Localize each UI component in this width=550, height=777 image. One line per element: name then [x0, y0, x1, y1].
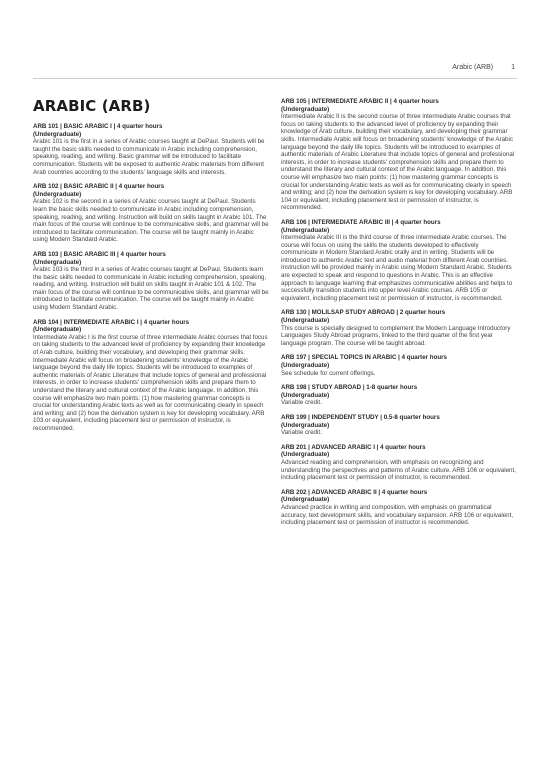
course-entry [281, 98, 517, 212]
page-number: 1 [511, 64, 515, 71]
course-level: (Undergraduate) [281, 451, 330, 459]
course-entry [281, 444, 517, 482]
right-column [281, 98, 517, 534]
course-description: Intermediate Arabic I is the first course of three intermediate Arabic courses that focus on taking students to the advanced level of proficiency by expanding their knowledge of Arab culture, building their vocabulary, and developing their grammar skills. Intermediate Arabic will focus on broadening students' knowledge of the Arabic language beyond the daily life topics. Students will be introduced to examples of authentic materials of Arabic Literature that include topics of general and professional interests, in order to increase students' comprehension skills and prepare them to understand the literary and cultural context of the Arabic language. In addition, this course will emphasize two main points: (1) how mastering grammar concepts is crucial for understanding Arabic texts as well as for communicating clearly in speech and writing; and (2) how the derivation system is key for developing vocabulary. ARB 103 or equivalent, including placement test or permission of instructor, is recommended. [33, 333, 268, 432]
course-entry [33, 319, 269, 433]
course-entry [281, 489, 517, 527]
course-heading: ARB 103 | BASIC ARABIC III | 4 quarter hours [33, 250, 166, 258]
course-level: (Undergraduate) [281, 421, 330, 429]
course-entry [33, 183, 269, 244]
course-level: (Undergraduate) [33, 130, 82, 138]
course-entry [281, 309, 517, 347]
course-entry [33, 251, 269, 312]
course-description: Arabic 101 is the first in a series of Arabic courses taught at DePaul. Students will be taught the basic skills needed to communicate in Arabic including comprehension, speaking, reading, and writing. Basic grammar will be introduced to facilitate communication. Students will be exposed to authentic Arabic materials from different Arab countries according to the students' language skills and interests. [33, 138, 265, 176]
course-heading: ARB 202 | ADVANCED ARABIC II | 4 quarter hours [281, 488, 428, 496]
course-level: (Undergraduate) [281, 391, 330, 399]
course-level: (Undergraduate) [33, 326, 82, 334]
course-heading: ARB 106 | INTERMEDIATE ARABIC III | 4 quarter hours [281, 218, 441, 226]
header-rule [33, 78, 517, 79]
course-description: Arabic 102 is the second in a series of Arabic courses taught at DePaul. Students learn the basic skills needed to communicate in Arabic including comprehension, speaking, reading, and writing. Instruction will build on skills taught in Arabic 101. The main focus of the course will continue to be communicative skills, and grammar will be introduced to facilitate communication. The course will be taught mainly in Arabic using Modern Standard Arabic. [33, 198, 269, 244]
course-level: (Undergraduate) [281, 317, 330, 325]
course-entry [281, 384, 517, 407]
running-header [452, 64, 515, 71]
course-heading: ARB 104 | INTERMEDIATE ARABIC I | 4 quarter hours [33, 318, 190, 326]
left-column [33, 98, 269, 440]
course-heading: ARB 199 | INDEPENDENT STUDY | 0.5-8 quarter hours [281, 413, 440, 421]
course-entry [281, 414, 517, 437]
course-level: (Undergraduate) [33, 190, 82, 198]
course-heading: ARB 197 | SPECIAL TOPICS IN ARABIC | 4 quarter hours [281, 354, 447, 362]
course-description: This course is specially designed to complement the Modern Language Introductory Languages Study Abroad programs, linked to the third quarter of the first year language program. The course will be taught abroad. [281, 324, 511, 347]
course-level: (Undergraduate) [281, 362, 330, 369]
course-heading: ARB 105 | INTERMEDIATE ARABIC II | 4 quarter hours [281, 98, 439, 105]
course-description: Advanced practice in writing and composition, with emphasis on grammatical accuracy, text development skills, and vocabulary expansion. ARB 106 or equivalent, including placement test or permission of instructor is recommended. [281, 503, 514, 527]
course-level: (Undergraduate) [281, 496, 330, 504]
course-description: Arabic 103 is the third in a series of Arabic courses taught at DePaul. Students learn the basic skills needed to communicate in Arabic including comprehension, speaking, reading, and writing. Instruction will build on skills taught in Arabic 101 & 102. The main focus of the course will continue to be communicative skills, and grammar will be introduced to facilitate communication. The course will be taught mainly in Arabic using Modern Standard Arabic. [33, 266, 269, 312]
course-description: Variable credit. [281, 429, 322, 437]
course-level: (Undergraduate) [281, 226, 330, 234]
course-heading: ARB 101 | BASIC ARABIC I | 4 quarter hours [33, 123, 163, 130]
course-entry [33, 123, 269, 176]
course-description: Intermediate Arabic II is the second course of three intermediate Arabic courses that focus on taking students to the advanced level of proficiency by expanding their knowledge of Arab culture, building their vocabulary, and developing their grammar skills. Intermediate Arabic will focus on broadening students' knowledge of the Arabic language beyond the daily life topics. Students will be introduced to examples of authentic materials of Arabic Literature that include topics of general and professional interests, in order to increase students' comprehension skills and prepare them to understand the literary and cultural context of the Arabic language. In addition, this course will emphasize two main points: (1) how mastering grammar concepts is crucial for understanding Arabic texts as well as for communicating clearly in speech and writing; and (2) how the derivation system is key for developing vocabulary. ARB 104 or equivalent, including placement test or permission of instructor, is recommended. [281, 113, 515, 212]
course-heading: ARB 198 | STUDY ABROAD | 1-8 quarter hours [281, 384, 418, 392]
course-heading: ARB 102 | BASIC ARABIC II | 4 quarter hours [33, 183, 165, 191]
running-title: Arabic (ARB) [452, 64, 494, 71]
course-heading: ARB 201 | ADVANCED ARABIC I | 4 quarter hours [281, 443, 426, 451]
course-description: See schedule for current offerings. [281, 369, 376, 377]
course-level: (Undergraduate) [281, 105, 330, 113]
page-title: ARABIC (ARB) [33, 97, 151, 115]
course-description: Advanced reading and comprehension, with emphasis on recognizing and understanding the perspectives and patterns of Arabic culture. ARB 106 or equivalent, including placement test or permission of instructor, is recommended. [281, 458, 516, 482]
course-level: (Undergraduate) [33, 258, 82, 266]
course-entry [281, 354, 517, 377]
course-heading: ARB 130 | MOLILSAP STUDY ABROAD | 2 quarter hours [281, 309, 446, 317]
course-description: Intermediate Arabic III is the third course of three intermediate Arabic courses. The course will focus on using the skills the students developed to effectively communicate in Modern Standard Arabic orally and in writing. Students will be introduced to authentic Arabic text and audio material from different Arab countries. Instruction will be provided mainly in Arabic using Modern Standard Arabic. Students are expected to speak and respond to questions in Arabic. This is an effective approach to language learning that emphasizes communicative abilities and helps to successfully transition students into upper level Arabic courses. ARB 105 or equivalent, including placement test or permission of instructor, is recommended. [281, 234, 513, 302]
course-entry [281, 219, 517, 303]
course-description: Variable credit. [281, 399, 322, 407]
